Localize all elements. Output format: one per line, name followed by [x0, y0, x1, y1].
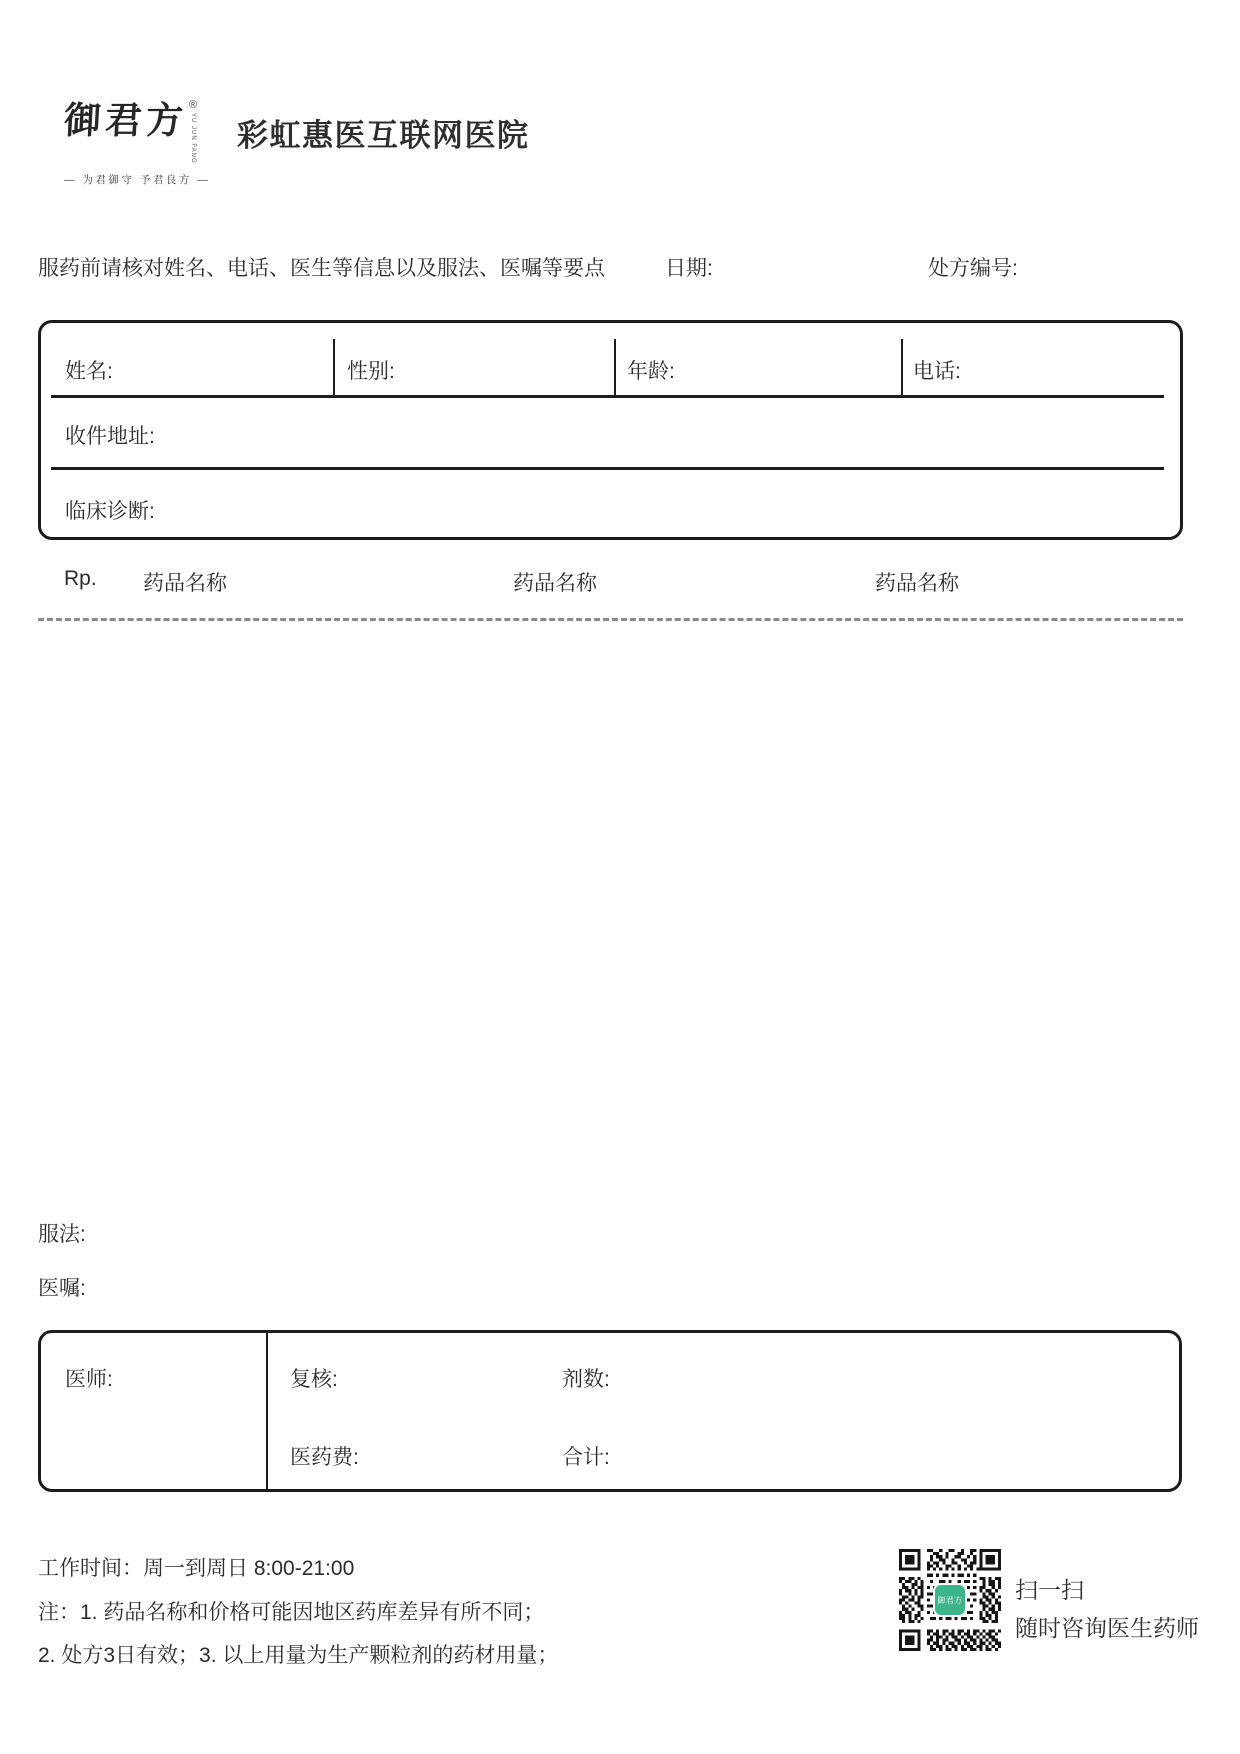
rp-label: Rp.: [64, 567, 97, 590]
doses-label: 剂数:: [562, 1368, 610, 1391]
brand-tagline: — 为君御守 予君良方 —: [64, 173, 211, 186]
drug-name-column-header: 药品名称: [143, 572, 227, 595]
address-label: 收件地址:: [65, 425, 155, 448]
diagnosis-label: 临床诊断:: [65, 500, 155, 523]
qr-code: [899, 1549, 1001, 1651]
patient-row-basic: [41, 323, 1180, 395]
qr-badge-label: 御君方: [937, 1595, 963, 1605]
date-label: 日期:: [665, 257, 713, 280]
hospital-name: 彩虹惠医互联网医院: [237, 118, 530, 153]
check-reminder-text: 服药前请核对姓名、电话、医生等信息以及服法、医嘱等要点: [38, 257, 605, 280]
gender-label: 性别:: [347, 360, 395, 383]
review-label: 复核:: [290, 1368, 338, 1391]
name-label: 姓名:: [65, 360, 113, 383]
registered-trademark-icon: ®: [189, 99, 198, 111]
work-time-text: 工作时间：周一到周日 8:00-21:00: [38, 1557, 355, 1580]
brand-logo: [64, 100, 210, 187]
phone-label: 电话:: [913, 360, 961, 383]
signature-fee-box: [38, 1330, 1182, 1492]
physician-label: 医师:: [65, 1368, 113, 1391]
column-divider: [901, 339, 903, 395]
patient-info-box: [38, 320, 1183, 540]
notice-row: [0, 252, 1240, 280]
scan-title: 扫一扫: [1015, 1577, 1084, 1603]
doctor-advice-label: 医嘱:: [38, 1277, 86, 1300]
qr-center-badge: [935, 1585, 965, 1615]
drug-name-column-header: 药品名称: [513, 572, 597, 595]
scan-description: 随时咨询医生药师: [1015, 1615, 1199, 1641]
column-divider: [266, 1333, 268, 1489]
rp-header-row: [0, 567, 1240, 595]
medicine-fee-label: 医药费:: [290, 1446, 359, 1469]
brand-logo-text: 御君方: [62, 98, 189, 142]
brand-logo-side: [189, 100, 197, 164]
note-line-1: 注：1. 药品名称和价格可能因地区药库差异有所不同；: [38, 1601, 545, 1624]
drug-name-column-header: 药品名称: [875, 572, 959, 595]
row-divider: [51, 395, 1164, 398]
brand-logo-pinyin: YU JUN FANG: [190, 113, 197, 164]
note-line-2: 2. 处方3日有效；3. 以上用量为生产颗粒剂的药材用量；: [38, 1644, 559, 1667]
dashed-separator: [38, 618, 1183, 621]
age-label: 年龄:: [627, 360, 675, 383]
usage-label: 服法:: [38, 1223, 86, 1246]
column-divider: [614, 339, 616, 395]
total-label: 合计:: [562, 1446, 610, 1469]
brand-logo-row: [64, 100, 210, 164]
column-divider: [333, 339, 335, 395]
prescription-number-label: 处方编号:: [928, 257, 1018, 280]
row-divider: [51, 467, 1164, 470]
